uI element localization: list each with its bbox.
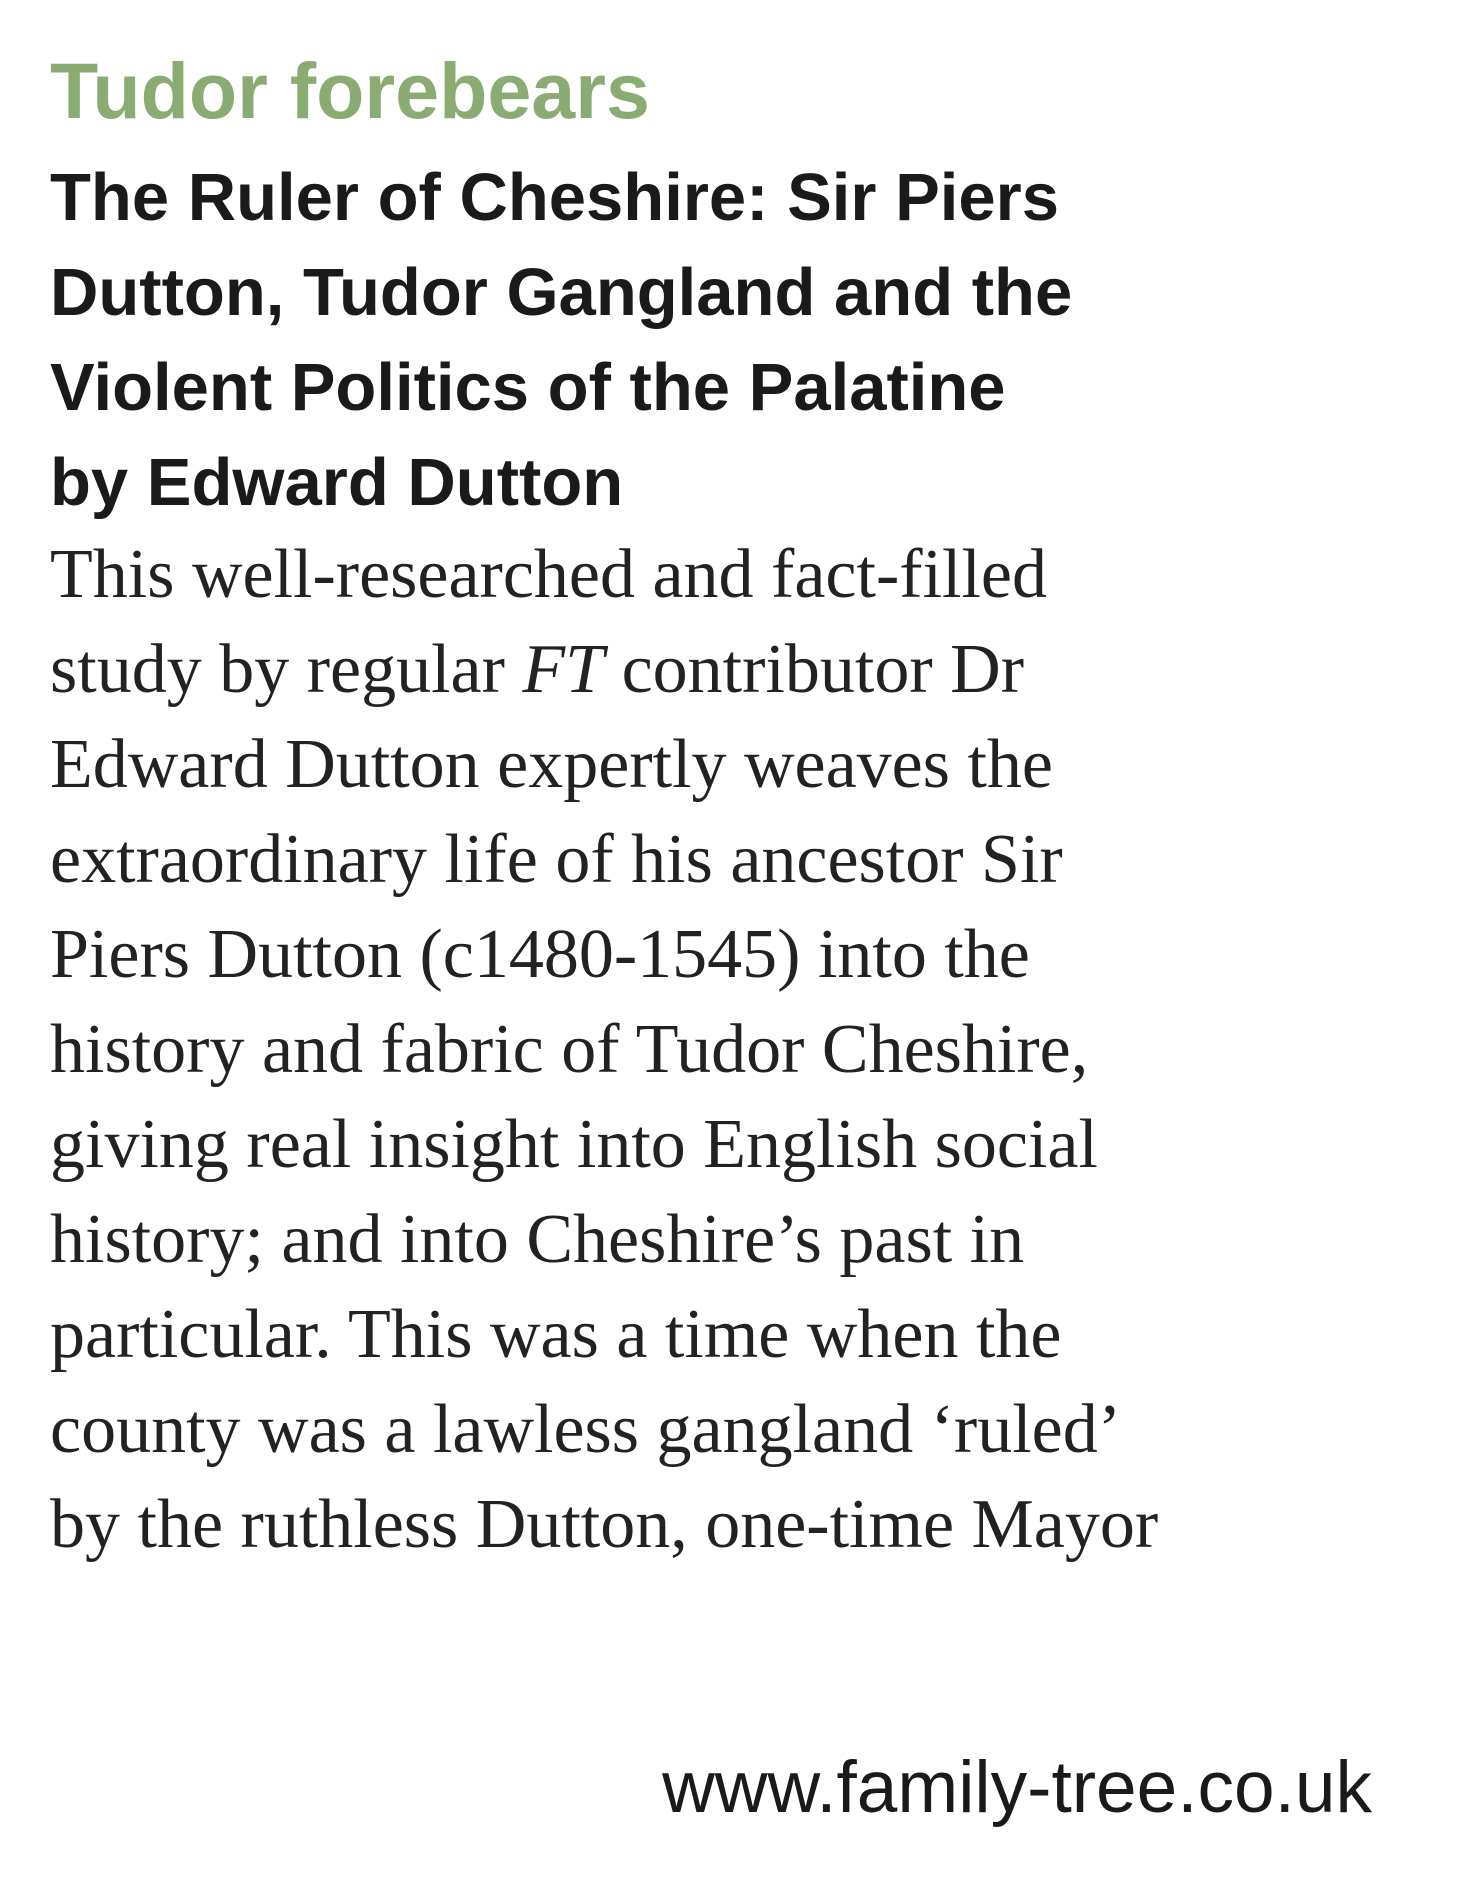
- review-line: extraordinary life of his ancestor Sir: [50, 821, 1063, 898]
- review-text: [50, 527, 1440, 1572]
- book-title-line: Dutton, Tudor Gangland and the: [50, 255, 1073, 330]
- review-line: by the ruthless Dutton, one-time Mayor: [50, 1486, 1159, 1563]
- review-text-fragment: study by regular: [50, 631, 523, 708]
- review-line: particular. This was a time when the: [50, 1296, 1062, 1373]
- book-byline: by Edward Dutton: [50, 445, 624, 520]
- review-line: This well-researched and fact-filled: [50, 536, 1047, 613]
- review-line: Edward Dutton expertly weaves the: [50, 726, 1054, 803]
- review-text-fragment: contributor Dr: [604, 631, 1025, 708]
- book-title-line: The Ruler of Cheshire: Sir Piers: [50, 160, 1059, 235]
- review-line: [50, 622, 1440, 717]
- website-url: www.family-tree.co.uk: [662, 1747, 1372, 1828]
- review-line: county was a lawless gangland ‘ruled’: [50, 1391, 1122, 1468]
- review-line: history and fabric of Tudor Cheshire,: [50, 1011, 1089, 1088]
- book-heading: [50, 150, 1390, 530]
- review-line: giving real insight into English social: [50, 1106, 1098, 1183]
- review-line: Piers Dutton (c1480-1545) into the: [50, 916, 1030, 993]
- section-label: Tudor forebears: [50, 46, 650, 135]
- review-line: history; and into Cheshire’s past in: [50, 1201, 1025, 1278]
- magazine-abbreviation: FT: [522, 631, 605, 708]
- book-title-line: Violent Politics of the Palatine: [50, 350, 1006, 425]
